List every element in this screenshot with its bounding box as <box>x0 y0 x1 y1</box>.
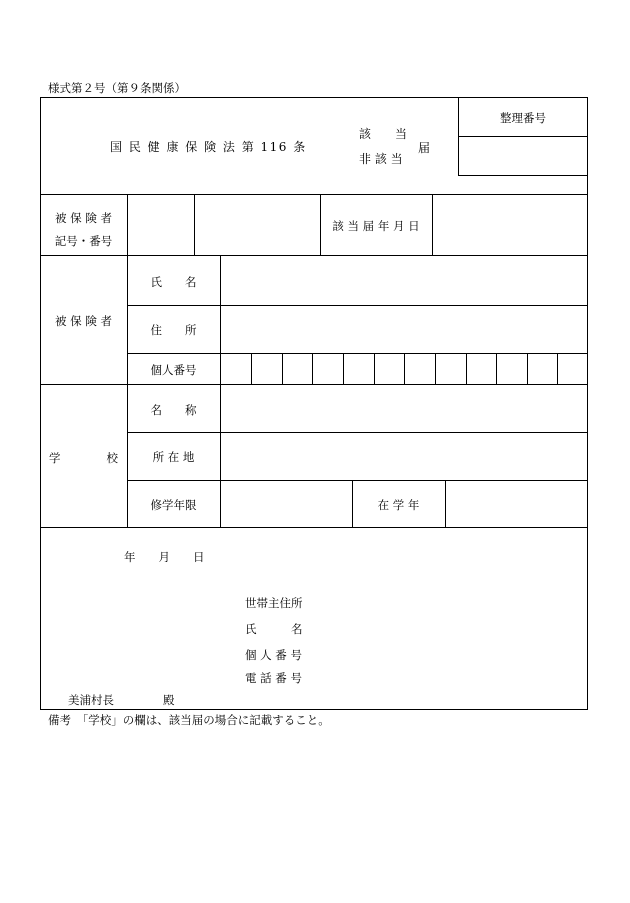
insured-address-field[interactable] <box>221 306 587 353</box>
school-location-field[interactable] <box>221 433 587 480</box>
form-label: 様式第２号（第９条関係） <box>48 81 186 95</box>
insured-address-label: 住 所 <box>150 323 197 337</box>
remarks: 備考 「学校」の欄は、該当届の場合に記載すること。 <box>48 713 330 727</box>
school-name-label: 名 称 <box>150 403 197 417</box>
household-head-phone-label: 電 話 番 号 <box>245 671 302 685</box>
addressee: 美浦村長 <box>68 693 114 707</box>
form-title: 国 民 健 康 保 険 法 第 116 条 <box>110 140 307 154</box>
grade-field[interactable] <box>446 481 587 527</box>
insured-symbol-field[interactable] <box>128 195 194 255</box>
household-head-address-label: 世帯主住所 <box>245 596 303 610</box>
school-section-label: 学 校 <box>49 451 118 465</box>
insured-number-field[interactable] <box>195 195 320 255</box>
option-not-applicable: 非 該 当 <box>359 152 403 166</box>
school-location-label: 所 在 地 <box>152 450 195 464</box>
insured-personal-number-label: 個人番号 <box>150 363 197 377</box>
insured-person-section-label: 被 保 険 者 <box>55 314 112 328</box>
study-period-field[interactable] <box>221 481 352 527</box>
insured-number-label-line1: 被 保 険 者 <box>55 211 112 225</box>
reference-number-label: 整理番号 <box>500 111 546 125</box>
declaration-date: 年 月 日 <box>124 550 205 564</box>
insured-name-label: 氏 名 <box>150 275 197 289</box>
notification-date-label: 該 当 届 年 月 日 <box>332 219 420 233</box>
household-head-personal-number-label: 個 人 番 号 <box>245 648 302 662</box>
insured-number-label-line2: 記号・番号 <box>54 234 113 248</box>
grade-label: 在 学 年 <box>377 498 420 512</box>
reference-number-field[interactable] <box>459 137 587 175</box>
insured-personal-number-field[interactable] <box>221 354 587 384</box>
addressee-honorific: 殿 <box>163 693 175 707</box>
household-head-name-label: 氏 名 <box>245 622 303 636</box>
insured-name-field[interactable] <box>221 256 587 305</box>
notification-date-field[interactable] <box>433 195 587 255</box>
form-title-suffix: 届 <box>418 141 431 155</box>
school-name-field[interactable] <box>221 385 587 432</box>
study-period-label: 修学年限 <box>150 498 197 512</box>
option-applicable: 該 当 <box>359 127 408 141</box>
